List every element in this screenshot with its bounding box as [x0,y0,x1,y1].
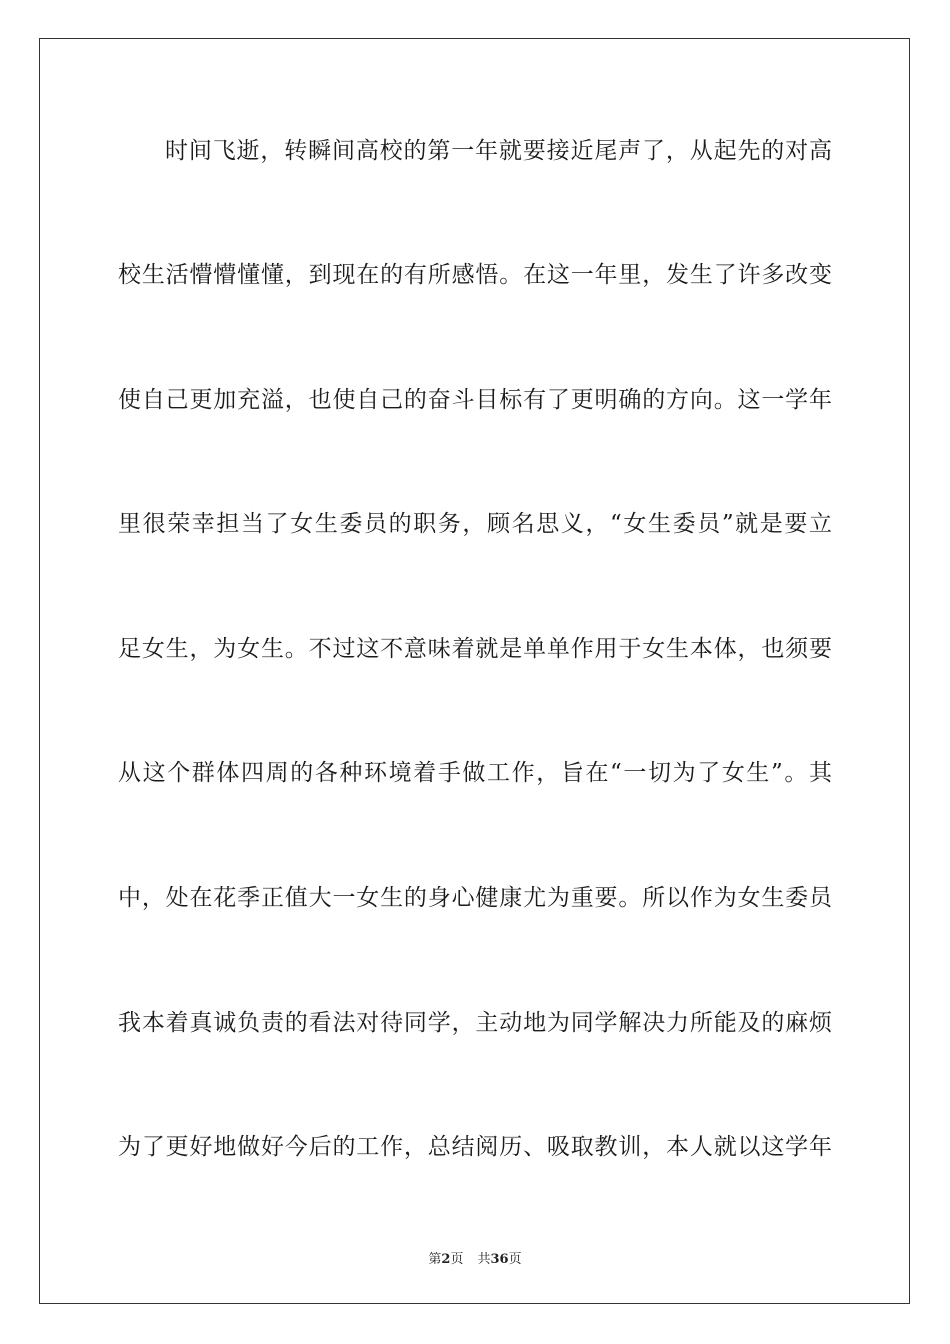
body-line-5: 足女生，为女生。不过这不意味着就是单单作用于女生本体，也须要 [118,636,832,662]
total-suffix: 页 [508,1252,522,1267]
body-line-4: 里很荣幸担当了女生委员的职务，顾名思义，“女生委员”就是要立 [118,511,832,537]
page-prefix: 第 [428,1252,442,1267]
page-border [39,38,910,1304]
page-current: 2 [441,1252,451,1267]
page-footer [0,1248,950,1267]
body-line-8: 我本着真诚负责的看法对待同学，主动地为同学解决力所能及的麻烦 [118,1010,832,1036]
body-line-1: 时间飞逝，转瞬间高校的第一年就要接近尾声了，从起先的对高 [165,138,832,164]
page-suffix: 页 [450,1252,464,1267]
body-line-7: 中，处在花季正值大一女生的身心健康尤为重要。所以作为女生委员 [118,885,832,911]
body-line-6: 从这个群体四周的各种环境着手做工作，旨在“一切为了女生”。其 [118,760,832,786]
body-line-9: 为了更好地做好今后的工作，总结阅历、吸取教训，本人就以这学年 [118,1134,832,1160]
body-line-3: 使自己更加充溢，也使自己的奋斗目标有了更明确的方向。这一学年 [118,387,832,413]
total-prefix: 共 [477,1252,491,1267]
body-line-2: 校生活懵懵懂懂，到现在的有所感悟。在这一年里，发生了许多改变 [118,262,832,288]
page-total: 36 [490,1252,509,1267]
